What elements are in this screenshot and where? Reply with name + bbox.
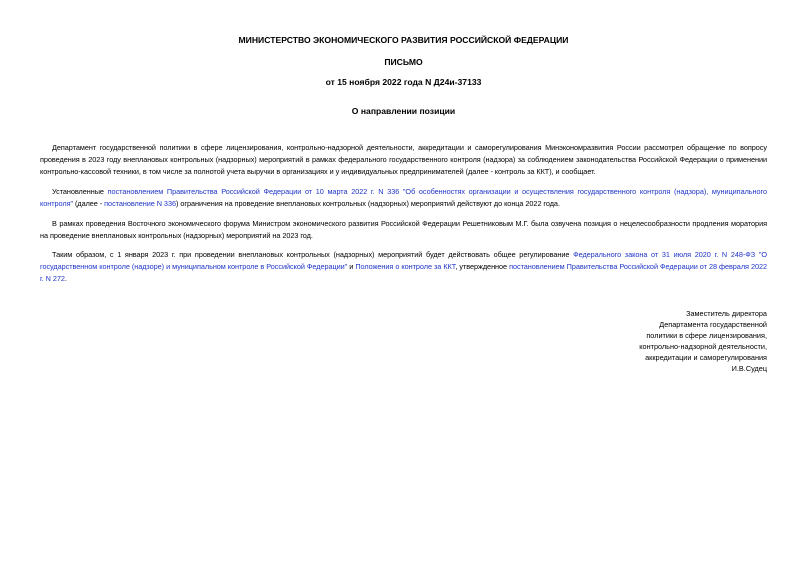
signature-line: Заместитель директора <box>686 309 767 318</box>
ministry-heading: МИНИСТЕРСТВО ЭКОНОМИЧЕСКОГО РАЗВИТИЯ РОССИЙСКОЙ ФЕДЕРАЦИИ <box>238 35 569 45</box>
paragraph-4 <box>40 249 767 284</box>
signature-line: контрольно-надзорной деятельности, <box>639 341 767 351</box>
paragraph-2-text-3: ) ограничения на проведение внеплановых контрольных (надзорных) мероприятий действуют до конца 2022 года. <box>175 198 560 208</box>
link-kkt-regulation[interactable]: Положения о контроле за ККТ <box>355 261 456 271</box>
link-resolution-336[interactable]: постановлением Правительства Российской Федерации от 10 марта 2022 г. N 336 "Об особенностях организации и осуществления государственного контроля (надзора), муниципального контроля" <box>40 187 767 208</box>
paragraph-2-text-1: Установленные <box>52 187 108 196</box>
signature-line: политики в сфере лицензирования, <box>646 330 767 340</box>
date-number-heading: от 15 ноября 2022 года N Д24и-37133 <box>325 77 482 87</box>
paragraph-2 <box>40 186 767 210</box>
signature-line: аккредитации и саморегулирования <box>645 352 767 362</box>
paragraph-3: В рамках проведения Восточного экономического форума Министром экономического развития Российской Федерации Решетниковым М.Г. была озвучена позиция о нецелесообразности продления моратория на проведение внеплановых контрольных (надзорных) мероприятий на 2023 год. <box>40 219 767 240</box>
paragraph-4-text-3: , утвержденное <box>455 261 510 271</box>
signatory-name: И.В.Судец <box>731 363 767 373</box>
paragraph-4-text-2: и <box>347 261 356 271</box>
link-federal-law-248[interactable]: Федерального закона от 31 июля 2020 г. N 248-ФЗ "О государственном контроле (надзоре) и муниципальном контроле в Российской Федерации" <box>40 250 767 271</box>
signature-line: Департамента государственной <box>659 319 767 329</box>
signature-block <box>639 309 767 374</box>
document-type-heading: ПИСЬМО <box>384 57 423 67</box>
paragraph-4-text-1: Таким образом, с 1 января 2023 г. при проведении внеплановых контрольных (надзорных) мероприятий будет действовать общее регулирование <box>52 250 574 259</box>
paragraph-1: Департамент государственной политики в сфере лицензирования, контрольно-надзорной деятельности, аккредитации и саморегулирования Минэкономразвития России рассмотрел обращение по вопросу проведения в 2023 году внеплановых контрольных (надзорных) мероприятий в рамках федерального государственного контроля (надзора) за соблюдением законодательства Российской Федерации о применении контрольно-кассовой техники, в том числе за полнотой учета выручки в организациях и у индивидуальных предпринимателей (далее - контроль за ККТ), и сообщает. <box>40 143 767 176</box>
subject-heading: О направлении позиции <box>351 106 456 116</box>
link-resolution-272[interactable]: постановлением Правительства Российской Федерации от 28 февраля 2022 г. N 272 <box>40 261 767 283</box>
link-resolution-336-short[interactable]: постановление N 336 <box>104 198 176 208</box>
paragraph-2-text-2: (далее - <box>73 198 105 208</box>
paragraph-4-text-4: . <box>64 273 67 283</box>
